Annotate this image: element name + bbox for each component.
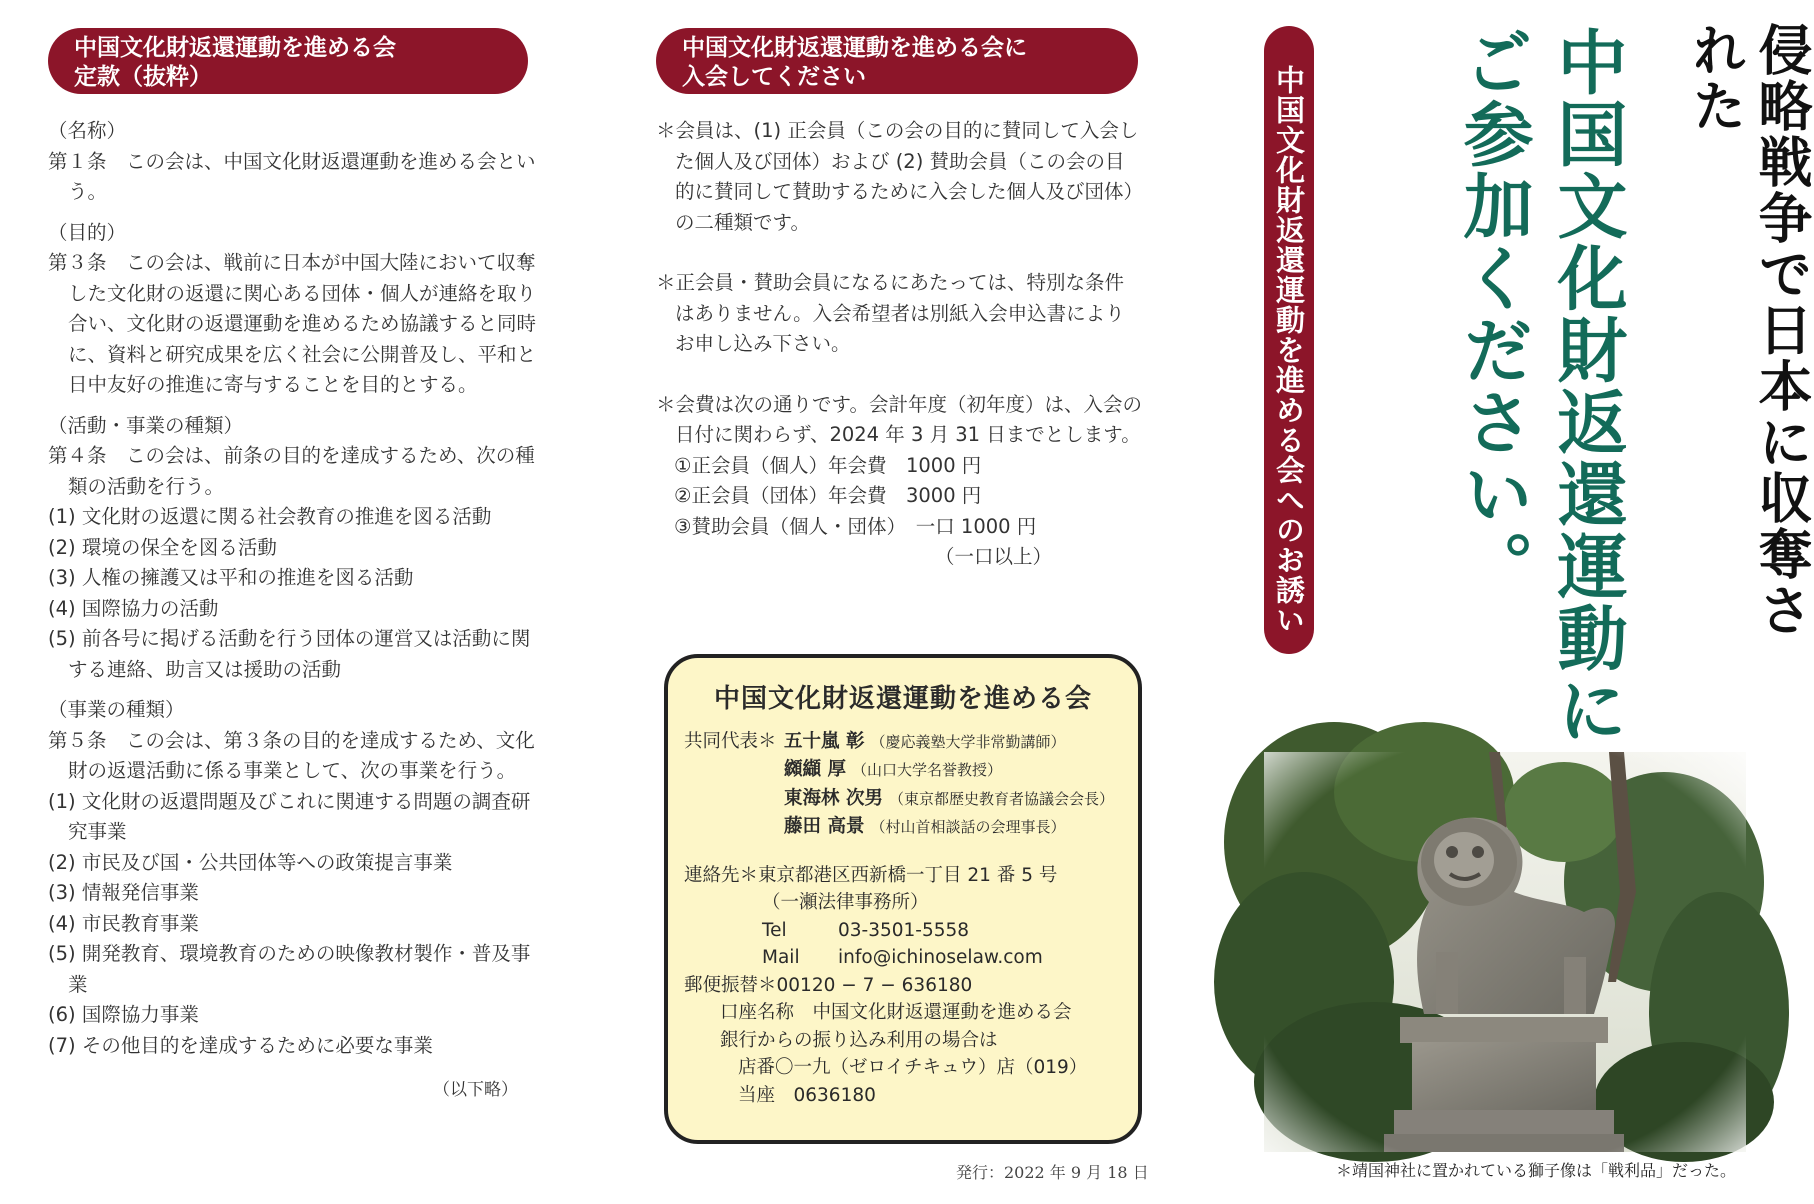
rep-row bbox=[684, 756, 1122, 785]
fee-item: ①正会員（個人）年会費 1000 円 bbox=[674, 453, 982, 477]
join-column bbox=[656, 116, 1142, 573]
bank-note: 銀行からの振り込み利用の場合は bbox=[720, 1029, 998, 1051]
bylaws-banner bbox=[48, 28, 528, 94]
article-5: 第５条 この会は、第３条の目的を達成するため、文化財の返還活動に係る事業として、次の事業を行う。 bbox=[48, 728, 535, 782]
activity-item: (4) 国際協力の活動 bbox=[48, 596, 219, 620]
rep-name: 東海林 次男 bbox=[784, 787, 883, 809]
bylaws-banner-line2: 定款（抜粋） bbox=[74, 64, 212, 90]
article-1: 第１条 この会は、中国文化財返還運動を進める会という。 bbox=[48, 149, 536, 203]
rep-row bbox=[684, 785, 1122, 814]
issue-date: 発行：2022 年 9 月 18 日 bbox=[956, 1163, 1149, 1182]
activity-item: (1) 文化財の返還に関る社会教育の推進を図る活動 bbox=[48, 505, 492, 528]
headline-green: 中国文化財返還運動にご参加ください。 bbox=[1452, 26, 1629, 746]
tel-label: Tel bbox=[762, 919, 787, 941]
postal-label: 郵便振替＊ bbox=[684, 974, 777, 996]
rep-row bbox=[684, 813, 1122, 842]
org-name: 中国文化財返還運動を進める会 bbox=[713, 684, 1092, 714]
rep-title: （慶応義塾大学非常勤講師） bbox=[870, 732, 1066, 751]
project-item: (2) 市民及び国・公共団体等への政策提言事業 bbox=[48, 850, 453, 874]
activity-item: (5) 前各号に掲げる活動を行う団体の運営又は活動に関する連絡、助言又は援助の活動 bbox=[48, 627, 531, 681]
rep-name: 藤田 高景 bbox=[784, 816, 865, 837]
join-item-conditions: ＊正会員・賛助会員になるにあたっては、特別な条件はありません。入会希望者は別紙入会申込書によりお申し込み下さい。 bbox=[656, 271, 1125, 355]
mail-address[interactable]: info@ichinoselaw.com bbox=[838, 947, 1043, 968]
join-banner-line2: 入会してください bbox=[682, 64, 866, 90]
join-banner-line1: 中国文化財返還運動を進める会に bbox=[682, 35, 1027, 61]
omitted-note: （以下略） bbox=[433, 1080, 518, 1100]
rep-name: 五十嵐 彰 bbox=[784, 730, 865, 752]
join-item-fees: ＊会費は次の通りです。会計年度（初年度）は、入会の日付に関わらず、2024 年 3 月 31 日までとします。 bbox=[656, 392, 1142, 446]
branch: 店番〇一九（ゼロイチキュウ）店（019） bbox=[738, 1057, 1088, 1078]
purpose-heading: （目的） bbox=[48, 220, 127, 244]
bylaws-banner-line1: 中国文化財返還運動を進める会 bbox=[74, 35, 396, 61]
fee-note: （一口以上） bbox=[934, 545, 1052, 568]
account-name: 口座名称 中国文化財返還運動を進める会 bbox=[720, 1002, 1072, 1023]
address: 東京都港区西新橋一丁目 21 番 5 号 bbox=[758, 864, 1058, 886]
rep-row bbox=[684, 728, 1122, 757]
mail-label: Mail bbox=[762, 947, 800, 968]
invitation-pill: 中国文化財返還運動を進める会へのお誘い bbox=[1264, 26, 1314, 654]
fee-item: ②正会員（団体）年会費 3000 円 bbox=[674, 484, 982, 507]
rep-title: （東京都歴史教育者協議会会長） bbox=[888, 789, 1114, 808]
project-item: (3) 情報発信事業 bbox=[48, 881, 199, 904]
contact-label: 連絡先＊ bbox=[684, 864, 759, 886]
activity-item: (2) 環境の保全を図る活動 bbox=[48, 535, 277, 559]
postal-number: 00120 − 7 − 636180 bbox=[776, 974, 973, 996]
article-4: 第４条 この会は、前条の目的を達成するため、次の種類の活動を行う。 bbox=[48, 444, 535, 498]
project-item: (4) 市民教育事業 bbox=[48, 911, 199, 935]
contact-block bbox=[684, 862, 1122, 1110]
bylaws-column bbox=[48, 116, 536, 1106]
projects-heading: （事業の種類） bbox=[48, 698, 185, 721]
activities-heading: （活動・事業の種類） bbox=[48, 413, 244, 437]
lion-statue-photo bbox=[1264, 752, 1746, 1152]
headline-black: 侵略戦争で日本に収奪された bbox=[1684, 22, 1813, 638]
lion-statue-image bbox=[1264, 752, 1746, 1152]
rep-name: 纐纈 厚 bbox=[784, 759, 846, 780]
tel-number: 03-3501-5558 bbox=[838, 919, 970, 941]
rep-title: （村山首相談話の会理事長） bbox=[870, 818, 1066, 836]
reps-label: 共同代表＊ bbox=[684, 730, 777, 752]
activity-item: (3) 人権の擁護又は平和の推進を図る活動 bbox=[48, 566, 414, 589]
organization-box bbox=[664, 654, 1142, 1144]
office: （一瀬法律事務所） bbox=[762, 892, 929, 913]
article-3: 第３条 この会は、戦前に日本が中国大陸において収奪した文化財の返還に関心ある団体・個人が連絡を取り合い、文化財の返還運動を進めるため協議すると同時に、資料と研究成果を広く社会に公開普及し、平和と日中友好の推進に寄与することを目的とする。 bbox=[48, 251, 537, 396]
project-item: (7) その他目的を達成するために必要な事業 bbox=[48, 1033, 433, 1057]
project-item: (1) 文化財の返還問題及びこれに関連する問題の調査研究事業 bbox=[48, 789, 531, 843]
photo-caption: ＊靖国神社に置かれている獅子像は「戦利品」だった。 bbox=[1336, 1161, 1737, 1180]
account-number: 当座 0636180 bbox=[738, 1084, 876, 1106]
join-item-membership: ＊会員は、(1) 正会員（この会の目的に賛同して入会した個人及び団体）および (2) 賛助会員（この会の目的に賛同して賛助するために入会した個人及び団体）の二種類です。 bbox=[656, 119, 1139, 234]
name-heading: （名称） bbox=[48, 119, 127, 142]
rep-title: （山口大学名誉教授） bbox=[851, 761, 1002, 779]
fee-item: ③賛助会員（個人・団体） 一口 1000 円 bbox=[674, 514, 1037, 538]
project-item: (5) 開発教育、環境教育のための映像教材製作・普及事業 bbox=[48, 942, 531, 996]
project-item: (6) 国際協力事業 bbox=[48, 1003, 199, 1026]
join-banner bbox=[656, 28, 1138, 94]
